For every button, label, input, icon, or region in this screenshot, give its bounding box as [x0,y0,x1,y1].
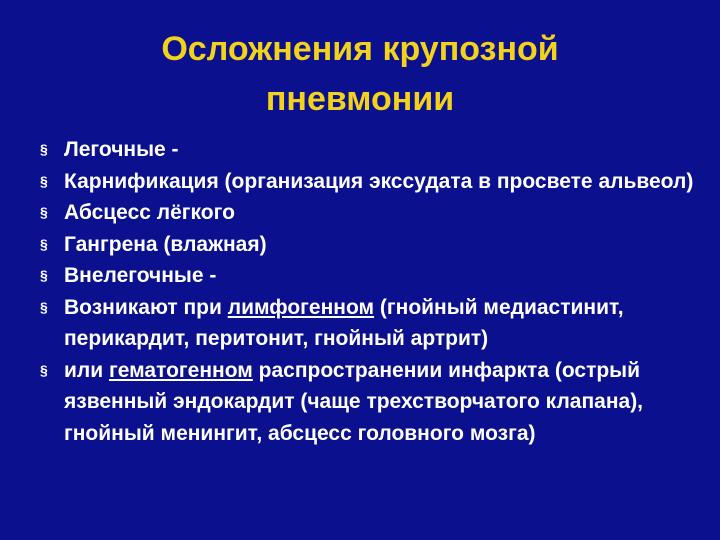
list-item-text: Гангрена (влажная) [64,232,267,256]
list-item [40,355,700,450]
list-item [40,166,700,198]
list-item-text: Карнификация (организация экссудата в просвете альвеол) [64,169,694,193]
list-item [40,229,700,261]
list-item [40,292,700,355]
slide-title [0,24,720,124]
list-item-text: Легочные - [64,138,179,161]
list-item-text-post: распространении инфаркта (острый язвенный эндокардит (чаще трехстворчатого клапана), гнойный менингит, абсцесс головного мозга) [64,358,644,445]
bullet-icon: § [40,298,48,315]
bullet-icon: § [40,172,48,189]
bullet-icon: § [40,361,48,378]
list-item-text: Внелегочные - [64,264,217,287]
list-item-text: Абсцесс лёгкого [64,201,235,224]
bullet-list [40,134,700,449]
bullet-icon: § [40,267,48,283]
list-item-text-pre: или [64,358,109,382]
list-item [40,197,700,229]
slide-title-line-2: пневмонии [265,80,455,118]
list-item [40,134,700,166]
list-item-underlined-term: лимфогенном [227,295,375,319]
list-item-underlined-term: гематогенном [109,358,253,382]
slide-title-line-1: Осложнения крупозной [161,30,559,68]
list-item-text-pre: Возникают при [64,295,228,319]
list-item [40,260,700,292]
bullet-icon: § [40,141,48,157]
list-item-text-post: (гнойный медиастинит, перикардит, перитонит, гнойный артрит) [64,295,624,350]
bullet-icon: § [40,204,48,220]
bullet-icon: § [40,235,48,252]
